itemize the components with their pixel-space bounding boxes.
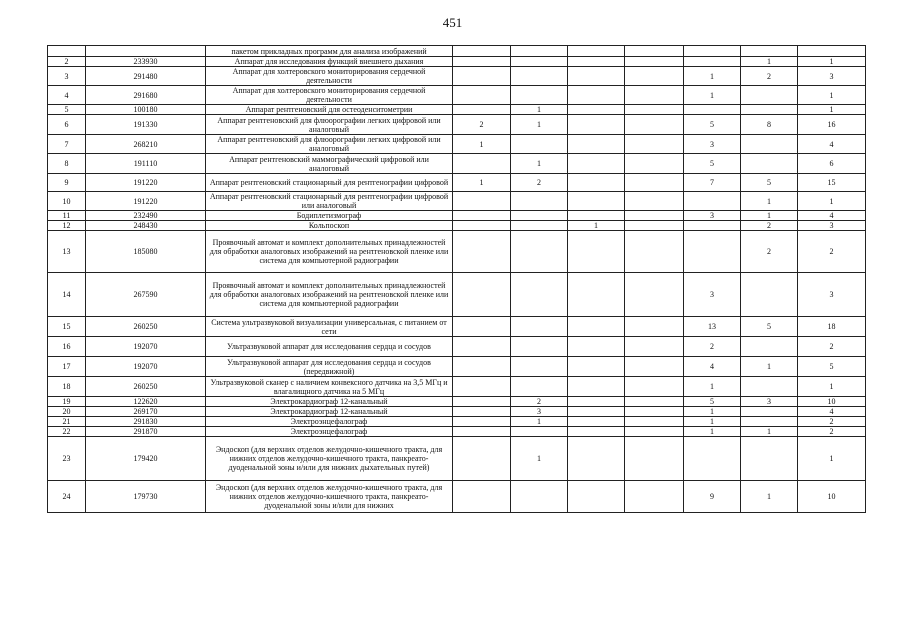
- cell-col-2: [511, 211, 568, 221]
- continuation-text: пакетом прикладных программ для анализа изображений: [206, 46, 453, 57]
- cell-col-2: 3: [511, 407, 568, 417]
- cell-col-3: [568, 357, 625, 377]
- cell-code: 192070: [86, 337, 206, 357]
- cell-name: Аппарат рентгеновский для флюорографии легких цифровой или аналоговый: [206, 115, 453, 135]
- cell-code: 185080: [86, 231, 206, 273]
- cell-total: 1: [798, 377, 866, 397]
- table-row: [48, 407, 866, 417]
- table-row: [48, 192, 866, 211]
- cell-row-number: 23: [48, 437, 86, 481]
- cell-row-number: 24: [48, 481, 86, 513]
- cell-name: Система ультразвуковой визуализации универсальная, с питанием от сети: [206, 317, 453, 337]
- cell-col-5: [741, 105, 798, 115]
- page-number: 451: [442, 15, 463, 30]
- cell-col-2: 1: [511, 154, 568, 174]
- equipment-table: [47, 45, 866, 513]
- cell-total: 16: [798, 115, 866, 135]
- cell-code: 100180: [86, 105, 206, 115]
- table-row: [48, 377, 866, 397]
- cell-col-empty: [625, 86, 684, 105]
- cell-total: 3: [798, 273, 866, 317]
- cell-col-4: 1: [684, 427, 741, 437]
- cell-col-3: [568, 192, 625, 211]
- cell-total: 2: [798, 417, 866, 427]
- cell-col-4: 4: [684, 357, 741, 377]
- cell-col-1: [453, 67, 511, 86]
- cell-code: 268210: [86, 135, 206, 154]
- cell-col-5: 2: [741, 231, 798, 273]
- table-row: [48, 174, 866, 192]
- cell-col-5: 1: [741, 211, 798, 221]
- cell-col-3: [568, 105, 625, 115]
- cell-col-4: 1: [684, 377, 741, 397]
- table-row: [48, 417, 866, 427]
- cell-code: 191220: [86, 192, 206, 211]
- cell-row-number: 16: [48, 337, 86, 357]
- cell-col-4: 5: [684, 115, 741, 135]
- cell-col-5: 1: [741, 427, 798, 437]
- cell-name: Аппарат для холтеровского мониторирования сердечной деятельности: [206, 86, 453, 105]
- table-row: [48, 57, 866, 67]
- cell-col-4: [684, 437, 741, 481]
- cell-row-number: 17: [48, 357, 86, 377]
- cell-name: Аппарат рентгеновский для флюорографии легких цифровой или аналоговый: [206, 135, 453, 154]
- cell-col-2: 2: [511, 174, 568, 192]
- cell-col-4: 1: [684, 86, 741, 105]
- cell-name: Аппарат для холтеровского мониторирования сердечной деятельности: [206, 67, 453, 86]
- cell-row-number: 6: [48, 115, 86, 135]
- cell-row-number: 3: [48, 67, 86, 86]
- cell-col-2: [511, 357, 568, 377]
- cell-code: 260250: [86, 377, 206, 397]
- cell-col-empty: [625, 273, 684, 317]
- cell-name: Электроэнцефалограф: [206, 427, 453, 437]
- cell-name: Электрокардиограф 12-канальный: [206, 397, 453, 407]
- cell-col-empty: [625, 231, 684, 273]
- cell-col-2: [511, 67, 568, 86]
- cell-col-5: [741, 135, 798, 154]
- cell-col-3: [568, 377, 625, 397]
- cell-row-number: 22: [48, 427, 86, 437]
- table-row: [48, 231, 866, 273]
- table-row: [48, 397, 866, 407]
- table-row: [48, 427, 866, 437]
- cell-code: 122620: [86, 397, 206, 407]
- cell-code: 260250: [86, 317, 206, 337]
- cell-row-number: 20: [48, 407, 86, 417]
- cell-col-1: 1: [453, 135, 511, 154]
- cell-col-1: [453, 337, 511, 357]
- cell-col-1: [453, 357, 511, 377]
- cell-col-2: [511, 231, 568, 273]
- cell-code: 233930: [86, 57, 206, 67]
- table-row: [48, 481, 866, 513]
- cell-col-2: [511, 192, 568, 211]
- table-row: [48, 273, 866, 317]
- table-row: [48, 221, 866, 231]
- cell-col-1: [453, 57, 511, 67]
- cell-col-empty: [625, 211, 684, 221]
- cell-col-4: 2: [684, 337, 741, 357]
- cell-col-1: 2: [453, 115, 511, 135]
- cell-col-empty: [625, 427, 684, 437]
- cell-col-4: 5: [684, 154, 741, 174]
- cell-total: 1: [798, 86, 866, 105]
- cell-row-number: 5: [48, 105, 86, 115]
- cell-row-number: 11: [48, 211, 86, 221]
- cell-col-empty: [625, 221, 684, 231]
- cell-col-3: [568, 231, 625, 273]
- cell-col-1: [453, 154, 511, 174]
- cell-col-5: [741, 417, 798, 427]
- cell-col-1: [453, 192, 511, 211]
- cell-code: 267590: [86, 273, 206, 317]
- cell-col-2: 1: [511, 115, 568, 135]
- cell-row-number: 8: [48, 154, 86, 174]
- cell-col-empty: [625, 174, 684, 192]
- cell-col-4: 7: [684, 174, 741, 192]
- cell-col-1: [453, 86, 511, 105]
- cell-col-3: [568, 337, 625, 357]
- cell-col-5: 3: [741, 397, 798, 407]
- cell-col-5: [741, 437, 798, 481]
- cell-total: 1: [798, 105, 866, 115]
- cell-code: 192070: [86, 357, 206, 377]
- cell-total: 3: [798, 67, 866, 86]
- cell-col-3: [568, 67, 625, 86]
- cell-total: 1: [798, 437, 866, 481]
- cell-col-empty: [625, 417, 684, 427]
- cell-col-3: [568, 174, 625, 192]
- cell-col-5: 8: [741, 115, 798, 135]
- cell-col-3: 1: [568, 221, 625, 231]
- cell-row-number: 19: [48, 397, 86, 407]
- cell-name: Аппарат рентгеновский маммографический цифровой или аналоговый: [206, 154, 453, 174]
- cell-row-number: 13: [48, 231, 86, 273]
- cell-col-2: [511, 273, 568, 317]
- cell-col-empty: [625, 481, 684, 513]
- cell-col-empty: [625, 135, 684, 154]
- cell-name: Электрокардиограф 12-канальный: [206, 407, 453, 417]
- cell-total: 4: [798, 211, 866, 221]
- cell-total: 10: [798, 481, 866, 513]
- cell-row-number: 15: [48, 317, 86, 337]
- cell-col-1: [453, 273, 511, 317]
- cell-code: 232490: [86, 211, 206, 221]
- cell-col-empty: [625, 317, 684, 337]
- cell-col-1: 1: [453, 174, 511, 192]
- cell-row-number: 2: [48, 57, 86, 67]
- cell-row-number: 10: [48, 192, 86, 211]
- cell-total: 10: [798, 397, 866, 407]
- cell-col-5: [741, 377, 798, 397]
- cell-total: 2: [798, 231, 866, 273]
- cell-col-1: [453, 105, 511, 115]
- cell-col-1: [453, 417, 511, 427]
- cell-row-number: 4: [48, 86, 86, 105]
- cell-code: 291870: [86, 427, 206, 437]
- cell-col-3: [568, 57, 625, 67]
- table-row: [48, 86, 866, 105]
- cell-name: Аппарат рентгеновский для остеоденситометрии: [206, 105, 453, 115]
- cell-col-5: 1: [741, 481, 798, 513]
- table-row: [48, 115, 866, 135]
- cell-code: 291680: [86, 86, 206, 105]
- cell-col-3: [568, 154, 625, 174]
- cell-code: 248430: [86, 221, 206, 231]
- cell-col-empty: [625, 357, 684, 377]
- cell-row-number: 7: [48, 135, 86, 154]
- cell-col-empty: [625, 67, 684, 86]
- cell-col-2: 1: [511, 437, 568, 481]
- cell-col-5: [741, 273, 798, 317]
- cell-col-4: 1: [684, 67, 741, 86]
- cell-row-number: 21: [48, 417, 86, 427]
- cell-total: 18: [798, 317, 866, 337]
- cell-col-5: 5: [741, 317, 798, 337]
- cell-col-1: [453, 377, 511, 397]
- table-row-continuation: [48, 46, 866, 57]
- cell-total: 4: [798, 135, 866, 154]
- cell-col-4: 1: [684, 407, 741, 417]
- cell-code: 191330: [86, 115, 206, 135]
- cell-name: Ультразвуковой аппарат для исследования сердца и сосудов (передвижной): [206, 357, 453, 377]
- cell-col-2: [511, 86, 568, 105]
- cell-col-5: 5: [741, 174, 798, 192]
- cell-total: 2: [798, 337, 866, 357]
- cell-col-1: [453, 317, 511, 337]
- cell-col-5: [741, 407, 798, 417]
- cell-code: 191220: [86, 174, 206, 192]
- cell-col-4: 3: [684, 211, 741, 221]
- cell-col-4: 5: [684, 397, 741, 407]
- cell-col-4: 13: [684, 317, 741, 337]
- cell-col-3: [568, 427, 625, 437]
- cell-col-4: 1: [684, 417, 741, 427]
- cell-col-2: [511, 337, 568, 357]
- cell-total: 3: [798, 221, 866, 231]
- cell-name: Ультразвуковой аппарат для исследования сердца и сосудов: [206, 337, 453, 357]
- cell-col-5: 2: [741, 221, 798, 231]
- cell-col-2: [511, 57, 568, 67]
- cell-total: 1: [798, 57, 866, 67]
- cell-col-3: [568, 397, 625, 407]
- cell-col-4: 3: [684, 135, 741, 154]
- cell-col-2: [511, 135, 568, 154]
- cell-col-2: [511, 317, 568, 337]
- table-row: [48, 105, 866, 115]
- cell-total: 15: [798, 174, 866, 192]
- cell-col-1: [453, 427, 511, 437]
- cell-col-3: [568, 417, 625, 427]
- cell-row-number: 18: [48, 377, 86, 397]
- cell-col-1: [453, 407, 511, 417]
- cell-col-2: 1: [511, 105, 568, 115]
- table-row: [48, 317, 866, 337]
- cell-col-1: [453, 231, 511, 273]
- cell-col-5: 1: [741, 357, 798, 377]
- cell-name: Бодиплетизмограф: [206, 211, 453, 221]
- cell-col-2: [511, 377, 568, 397]
- cell-col-3: [568, 86, 625, 105]
- cell-col-2: [511, 481, 568, 513]
- cell-col-3: [568, 135, 625, 154]
- cell-total: 4: [798, 407, 866, 417]
- cell-col-5: [741, 337, 798, 357]
- cell-col-2: 2: [511, 397, 568, 407]
- cell-col-1: [453, 221, 511, 231]
- cell-col-empty: [625, 377, 684, 397]
- cell-total: 5: [798, 357, 866, 377]
- table-row: [48, 357, 866, 377]
- cell-code: 191110: [86, 154, 206, 174]
- cell-code: 179420: [86, 437, 206, 481]
- cell-name: Аппарат для исследования функций внешнего дыхания: [206, 57, 453, 67]
- cell-name: Эндоскоп (для верхних отделов желудочно-кишечного тракта, для нижних отделов желудочно-кишечного тракта, панкреато-дуоденальной зоны и/или для нижних дыхательных путей): [206, 437, 453, 481]
- cell-col-3: [568, 317, 625, 337]
- cell-name: Аппарат рентгеновский стационарный для рентгенографии цифровой: [206, 174, 453, 192]
- cell-col-1: [453, 211, 511, 221]
- cell-col-5: 2: [741, 67, 798, 86]
- cell-col-1: [453, 481, 511, 513]
- table-row: [48, 337, 866, 357]
- cell-col-empty: [625, 397, 684, 407]
- table-row: [48, 211, 866, 221]
- cell-col-1: [453, 437, 511, 481]
- cell-col-4: 9: [684, 481, 741, 513]
- cell-name: Кольпоскоп: [206, 221, 453, 231]
- cell-row-number: 9: [48, 174, 86, 192]
- cell-col-5: 1: [741, 57, 798, 67]
- cell-col-4: [684, 221, 741, 231]
- cell-row-number: 14: [48, 273, 86, 317]
- cell-col-4: [684, 105, 741, 115]
- cell-col-empty: [625, 105, 684, 115]
- cell-name: Электроэнцефалограф: [206, 417, 453, 427]
- cell-name: Эндоскоп (для верхних отделов желудочно-кишечного тракта, для нижних отделов желудочно-кишечного тракта, панкреато-дуоденальной зоны и/или для нижних: [206, 481, 453, 513]
- cell-col-3: [568, 115, 625, 135]
- cell-col-2: [511, 427, 568, 437]
- cell-col-4: [684, 57, 741, 67]
- cell-total: 6: [798, 154, 866, 174]
- cell-total: 1: [798, 192, 866, 211]
- cell-col-1: [453, 397, 511, 407]
- cell-col-4: [684, 192, 741, 211]
- cell-name: Аппарат рентгеновский стационарный для рентгенографии цифровой или аналоговый: [206, 192, 453, 211]
- cell-row-number: 12: [48, 221, 86, 231]
- table-row: [48, 135, 866, 154]
- cell-col-empty: [625, 407, 684, 417]
- cell-col-3: [568, 407, 625, 417]
- cell-code: 291480: [86, 67, 206, 86]
- cell-col-3: [568, 273, 625, 317]
- cell-col-5: 1: [741, 192, 798, 211]
- cell-code: 269170: [86, 407, 206, 417]
- cell-col-3: [568, 437, 625, 481]
- cell-col-5: [741, 154, 798, 174]
- table-row: [48, 154, 866, 174]
- cell-col-empty: [625, 337, 684, 357]
- table-row: [48, 437, 866, 481]
- cell-code: 291830: [86, 417, 206, 427]
- cell-name: Проявочный автомат и комплект дополнительных принадлежностей для обработки аналоговых изображений на рентгеновской пленке или система для компьютерной радиографии: [206, 231, 453, 273]
- cell-col-2: 1: [511, 417, 568, 427]
- cell-name: Проявочный автомат и комплект дополнительных принадлежностей для обработки аналоговых изображений на рентгеновской пленке или система для компьютерной радиографии: [206, 273, 453, 317]
- cell-col-empty: [625, 437, 684, 481]
- cell-total: 2: [798, 427, 866, 437]
- cell-col-5: [741, 86, 798, 105]
- cell-col-empty: [625, 192, 684, 211]
- cell-col-empty: [625, 115, 684, 135]
- cell-col-empty: [625, 154, 684, 174]
- cell-col-4: 3: [684, 273, 741, 317]
- table-row: [48, 67, 866, 86]
- cell-col-2: [511, 221, 568, 231]
- cell-col-4: [684, 231, 741, 273]
- cell-code: 179730: [86, 481, 206, 513]
- cell-col-3: [568, 481, 625, 513]
- cell-name: Ультразвуковой сканер с наличием конвексного датчика на 3,5 МГц и влагалищного датчика на 5 МГц: [206, 377, 453, 397]
- cell-col-3: [568, 211, 625, 221]
- cell-col-empty: [625, 57, 684, 67]
